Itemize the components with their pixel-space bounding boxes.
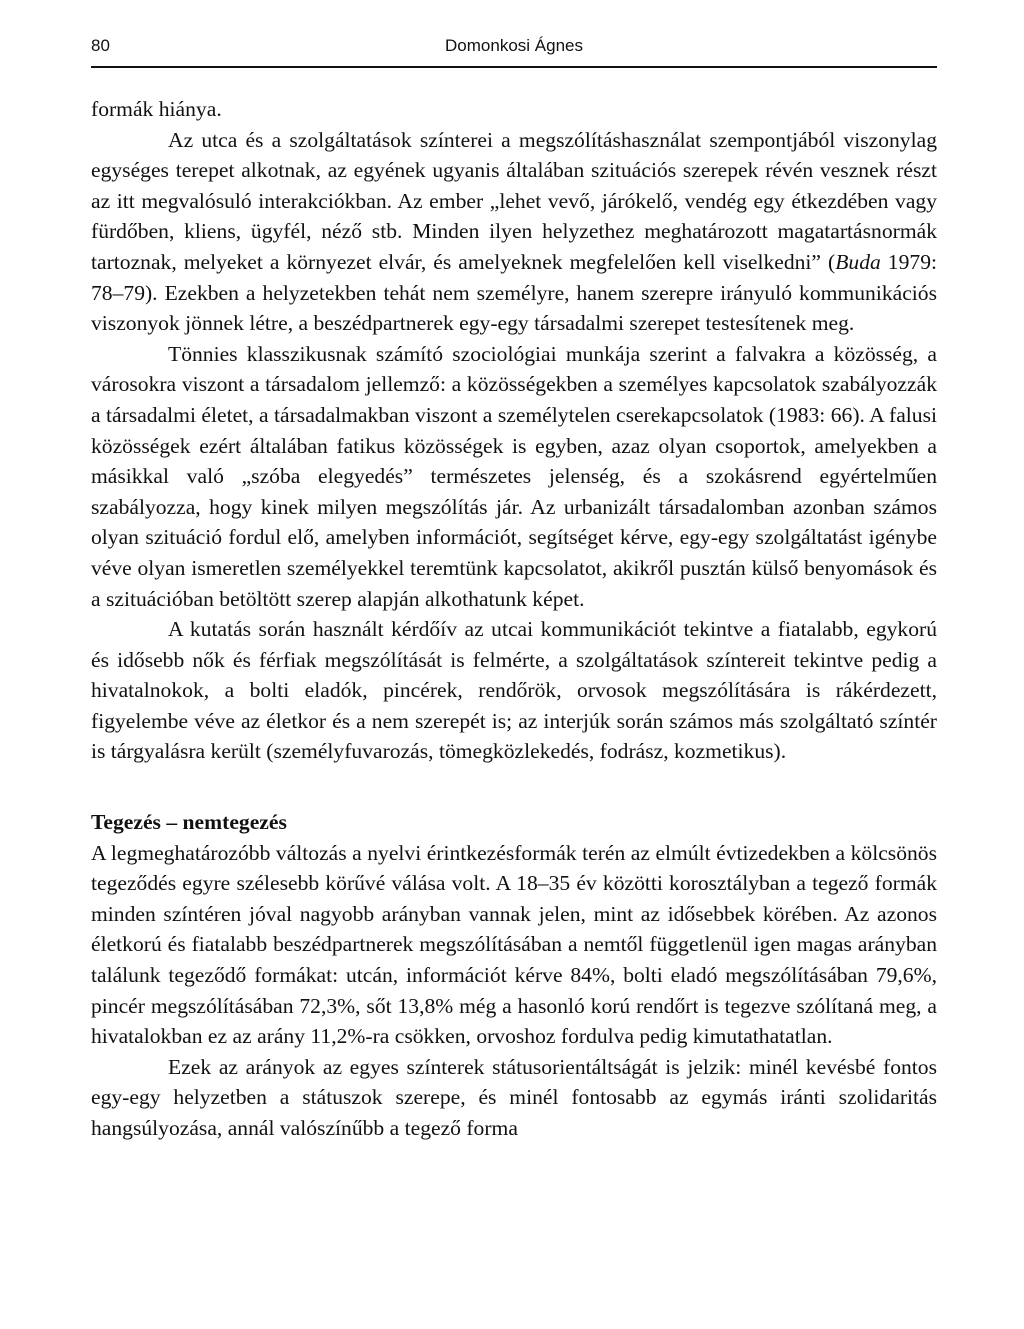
document-page: [91, 0, 937, 1144]
paragraph-tegezes-intro: A legmeghatározóbb változás a nyelvi érintkezésformák terén az elmúlt évtizedekben a kölcsönös tegeződés egyre szélesebb körűvé válása volt. A 18–35 év közötti korosztályban a tegező formák minden színtéren jóval nagyobb arányban vannak jelen, mint az idősebbek körében. Az azonos életkorú és fiatalabb beszédpartnerek megszólításában a nemtől függetlenül igen magas arányban találunk tegeződő formákat: utcán, információt kérve 84%, bolti eladó megszólításában 79,6%, pincér megszólításában 72,3%, sőt 13,8% még a hasonló korú rendőrt is tegezve szólítaná meg, a hivatalokban ez az arány 11,2%-ra csökken, orvoshoz fordulva pedig kimutathatatlan.: [91, 840, 937, 1049]
running-header: [91, 0, 937, 68]
paragraph-text: Az utca és a szolgáltatások színterei a megszólításhasználat szempontjából viszonylag egységes terepet alkotnak, az egyének ugyanis általában szituációs szerepek révén vesznek részt az itt megvalósuló interakciókban. Az ember „lehet vevő, járókelő, vendég egy étkezdében vagy fürdőben, kliens, ügyfél, néző stb. Minden ilyen helyzethez meghatározott magatartásnormák tartoznak, melyeket a környezet elvár, és amelyeknek megfelelően kell viselkedni” (: [91, 127, 937, 274]
paragraph-continuation: formák hiánya.: [91, 97, 222, 121]
paragraph-street-services: [91, 125, 937, 339]
paragraph-questionnaire: A kutatás során használt kérdőív az utcai kommunikációt tekintve a fiatalabb, egykorú és idősebb nők és férfiak megszólítását is felmérte, a szolgáltatások színtereit tekintve pedig a hivatalnokok, a bolti eladók, pincérek, rendőrök, orvosok megszólítására is rákérdezett, figyelembe véve az életkor és a nem szerepét is; az interjúk során számos más szolgáltató színtér is tárgyalásra került (személyfuvarozás, tömegközlekedés, fodrász, kozmetikus).: [91, 617, 937, 764]
paragraph-tonnies: Tönnies klasszikusnak számító szociológiai munkája szerint a falvakra a közösség, a városokra viszont a társadalom jellemző: a közösségekben a személyes kapcsolatok szabályozzák a társadalmi életet, a társadalmakban viszont a személytelen cserekapcsolatok (1983: 66). A falusi közösségek ezért általában fatikus közösségek is egyben, azaz olyan csoportok, amelyekben a másikkal való „szóba elegyedés” természetes jelenség, és a szokásrend egyértelműen szabályozza, hogy kinek milyen megszólítás jár. Az urbanizált társadalomban azonban számos olyan szituáció fordul elő, amelyben információt, segítséget kérve, egy-egy szolgáltatást igénybe véve olyan ismeretlen személyekkel teremtünk kapcsolatot, akikről pusztán külső benyomások és a szituációban betöltött szerep alapján alkothatunk képet.: [91, 341, 937, 611]
paragraph-tegezes-status: Ezek az arányok az egyes színterek státusorientáltságát is jelzik: minél kevésbé fontos egy-egy helyzetben a státuszok szerepe, és minél fontosabb az egymás iránti szolidaritás hangsúlyozása, annál valószínűbb a tegező forma: [91, 1054, 937, 1140]
page-number: 80: [91, 36, 110, 55]
citation-author: Buda: [835, 249, 881, 274]
body-text: [91, 94, 937, 1144]
section-heading: Tegezés – nemtegezés: [91, 810, 287, 835]
paragraph-text: 1979: 78–79). Ezekben a helyzetekben tehát nem személyre, hanem szerepre irányuló kommunikációs viszonyok jönnek létre, a beszédpartnerek egy-egy társadalmi szerepet testesítenek meg.: [91, 249, 937, 336]
author-name: Domonkosi Ágnes: [445, 36, 583, 55]
